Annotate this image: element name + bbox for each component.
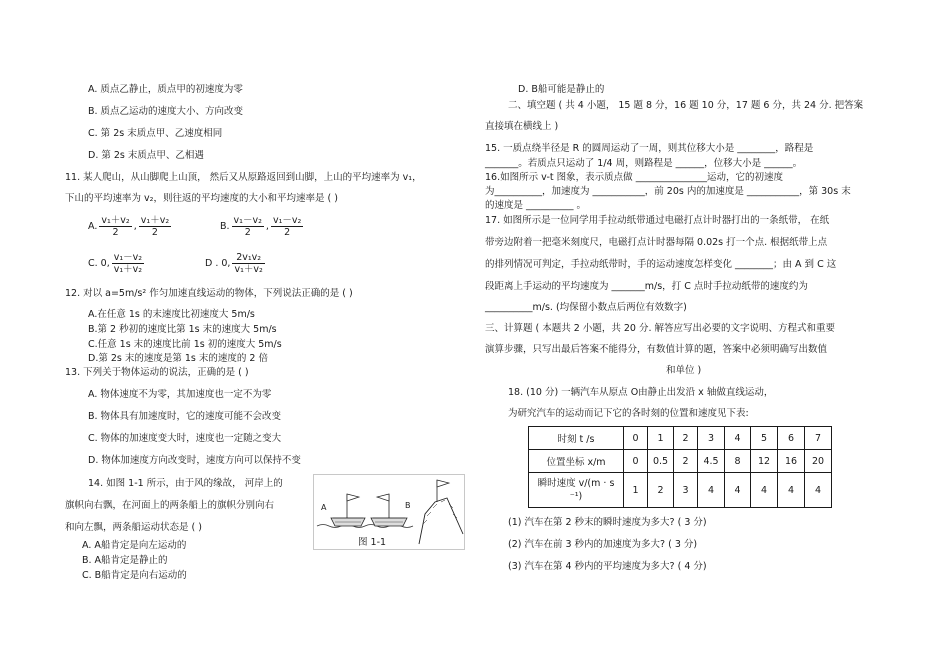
q11-option-c-label: C. 0, xyxy=(88,258,110,269)
table-cell: 3 xyxy=(674,473,698,508)
section3-heading-line2: 演算步骤，只写出最后答案不能得分，有数值计算的题，答案中必须明确写出数值 xyxy=(485,344,828,355)
q11-option-b-label: B. xyxy=(220,221,230,232)
table-cell: 20 xyxy=(805,450,832,473)
denominator: 2 xyxy=(284,227,291,238)
table-cell: 4 xyxy=(725,427,751,450)
denominator: 2 xyxy=(112,227,119,238)
numerator: v₁＋v₂ xyxy=(140,215,170,226)
table-row xyxy=(529,473,832,508)
q10-option-b: B. 质点乙运动的速度大小、方向改变 xyxy=(88,106,244,117)
q11-option-b: B. $\frac{\text{v₁－v₂}}{2}$ , $\frac{\text{v₁－v₂}}{2}$ xyxy=(220,215,302,238)
denominator: 2 xyxy=(244,227,251,238)
q14-stem-line2: 旗帜向右飘，在河面上的两条船上的旗帜分别向右 xyxy=(65,500,275,511)
q11-option-a: A. $\frac{\text{v₁＋v₂}}{2}$ , $\frac{\text{v₁＋v₂}}{2}$ xyxy=(88,215,170,238)
fraction xyxy=(232,215,264,238)
denominator: v₁＋v₂ xyxy=(113,264,143,275)
q12-option-a: A.在任意 1s 的末速度比初速度大 5m/s xyxy=(88,309,255,320)
q18-sub-2: (2) 汽车在前 3 秒内的加速度为多大? ( 3 分) xyxy=(508,539,698,550)
q12-option-d: D.第 2s 末的速度是第 1s 末的速度的 2 倍 xyxy=(88,353,268,364)
section2-heading-line1: 二、填空题 ( 共 4 小题， 15 题 8 分，16 题 10 分，17 题 6 分，共 24 分. 把答案 xyxy=(508,100,864,111)
figure-caption: 图 1-1 xyxy=(358,537,387,548)
section2-heading-line2: 直接填在横线上 ) xyxy=(485,121,559,132)
numerator: v₁－v₂ xyxy=(233,215,262,226)
table-row xyxy=(529,427,832,450)
q16-line1: 16.如图所示 v-t 图象，表示质点做 _______________运动，它的初速度 xyxy=(485,172,783,183)
fraction xyxy=(99,215,131,238)
denominator: 2 xyxy=(151,227,158,238)
section3-heading-line3: 和单位 ) xyxy=(666,365,702,376)
q17-line2: 带旁边附着一把毫米刻度尺，电磁打点计时器每隔 0.02s 打一个点. 根据纸带上点 xyxy=(485,237,828,248)
table-cell: 1 xyxy=(648,427,674,450)
fraction xyxy=(139,215,171,238)
q10-option-c: C. 第 2s 末质点甲、乙速度相同 xyxy=(88,128,223,139)
q17-line4: 段距离上手运动的平均速度为 _______m/s，打 C 点时手拉动纸带的速度约为 xyxy=(485,281,808,292)
boat-a-icon xyxy=(331,494,365,526)
numerator: 2v₁v₂ xyxy=(232,252,264,264)
q18-sub-1: (1) 汽车在第 2 秒末的瞬时速度为多大? ( 3 分) xyxy=(508,517,707,528)
q17-line5: __________m/s. (均保留小数点后两位有效数字) xyxy=(485,302,687,313)
section3-heading-line1: 三、计算题 ( 本题共 2 小题，共 20 分. 解答应写出必要的文字说明、方程式和重要 xyxy=(485,323,835,334)
q15-line2: _______。若质点只运动了 1/4 周，则路程是 ______，位移大小是 ______。 xyxy=(485,158,803,169)
q16-line2: 为__________，加速度为 ___________，前 20s 内的加速度是 ___________，第 30s 末 xyxy=(485,186,851,197)
q12-option-b: B.第 2 秒初的速度比第 1s 末的速度大 5m/s xyxy=(88,324,277,335)
table-cell: 1 xyxy=(624,473,648,508)
q12-stem: 12. 对以 a=5m/s² 作匀加速直线运动的物体，下列说法正确的是 ( ) xyxy=(65,288,353,299)
q18-sub-3: (3) 汽车在第 4 秒内的平均速度为多大? ( 4 分) xyxy=(508,561,707,572)
table-cell: 8 xyxy=(725,450,751,473)
velocity-label-line1: 瞬时速度 v/(m · s xyxy=(537,478,615,489)
q11-option-d xyxy=(205,252,267,275)
q14-stem-line3: 和向左飘，两条船运动状态是 ( ) xyxy=(65,522,202,533)
fraction xyxy=(112,252,144,275)
table-cell: 2 xyxy=(674,427,698,450)
table-header-velocity xyxy=(529,473,624,508)
q16-line3: 的速度是 __________ 。 xyxy=(485,200,587,211)
table-cell: 0 xyxy=(624,450,648,473)
q14-option-d: D. B船可能是静止的 xyxy=(518,84,605,95)
table-cell: 4 xyxy=(725,473,751,508)
table-cell: 4.5 xyxy=(698,450,725,473)
q13-option-a: A. 物体速度不为零，其加速度也一定不为零 xyxy=(88,389,272,400)
velocity-label-line2: ⁻¹) xyxy=(569,491,583,502)
q11-option-d-label: D . 0, xyxy=(205,258,231,269)
fraction xyxy=(232,252,264,275)
denominator: v₁＋v₂ xyxy=(234,264,263,275)
numerator: v₁－v₂ xyxy=(272,215,302,226)
q11-stem-line1: 11. 某人爬山，从山脚爬上山顶， 然后又从原路返回到山脚，上山的平均速率为 v₁， xyxy=(65,172,422,183)
table-cell: 2 xyxy=(648,473,674,508)
table-header-position: 位置坐标 x/m xyxy=(529,450,624,473)
boat-b-icon xyxy=(371,494,407,526)
table-cell: 4 xyxy=(698,473,725,508)
numerator: v₁－v₂ xyxy=(113,252,143,263)
table-cell: 0.5 xyxy=(648,450,674,473)
q11-stem-line2: 下山的平均速率为 v₂，则往返的平均速度的大小和平均速率是 ( ) xyxy=(65,193,338,204)
q14-stem-line1: 14. 如图 1-1 所示，由于风的缘故， 河岸上的 xyxy=(88,478,283,489)
boat-a-label: A xyxy=(321,503,327,512)
table-cell: 6 xyxy=(778,427,805,450)
q14-option-c: C. B船肯定是向右运动的 xyxy=(82,570,187,581)
table-cell: 4 xyxy=(805,473,832,508)
figure-1-1 xyxy=(313,474,465,550)
numerator: v₁＋v₂ xyxy=(101,215,130,226)
table-cell: 5 xyxy=(751,427,778,450)
table-cell: 3 xyxy=(698,427,725,450)
bank-flag-icon xyxy=(437,480,449,487)
q10-option-d: D. 第 2s 末质点甲、乙相遇 xyxy=(88,150,204,161)
table-header-time: 时刻 t /s xyxy=(529,427,624,450)
q10-option-a: A. 质点乙静止，质点甲的初速度为零 xyxy=(88,84,243,95)
table-cell: 12 xyxy=(751,450,778,473)
fraction xyxy=(271,215,303,238)
motion-data-table xyxy=(528,426,832,508)
table-cell: 2 xyxy=(674,450,698,473)
q17-line1: 17. 如图所示是一位同学用手拉动纸带通过电磁打点计时器打出的一条纸带， 在纸 xyxy=(485,215,830,226)
q17-line3: 的排列情况可判定，手拉动纸带时，手的运动速度怎样变化 ________；由 A 到 C 这 xyxy=(485,259,837,270)
table-cell: 16 xyxy=(778,450,805,473)
q13-option-b: B. 物体具有加速度时，它的速度可能不会改变 xyxy=(88,411,282,422)
q14-option-b: B. A船肯定是静止的 xyxy=(82,555,168,566)
q13-option-d: D. 物体加速度方向改变时，速度方向可以保持不变 xyxy=(88,455,301,466)
q11-option-c xyxy=(88,252,146,275)
table-cell: 0 xyxy=(624,427,648,450)
q18-line2: 为研究汽车的运动而记下它的各时刻的位置和速度见下表: xyxy=(508,408,749,419)
table-row xyxy=(529,450,832,473)
q13-option-c: C. 物体的加速度变大时，速度也一定随之变大 xyxy=(88,433,282,444)
q18-line1: 18. (10 分) 一辆汽车从原点 O由静止出发沿 x 轴做直线运动， xyxy=(508,387,774,398)
q15-line1: 15. 一质点绕半径是 R 的圆周运动了一周，则其位移大小是 ________，路程是 xyxy=(485,143,814,154)
q12-option-c: C.任意 1s 末的速度比前 1s 初的速度大 5m/s xyxy=(88,339,282,350)
q13-stem: 13. 下列关于物体运动的说法，正确的是 ( ) xyxy=(65,367,249,378)
table-cell: 7 xyxy=(805,427,832,450)
table-cell: 4 xyxy=(778,473,805,508)
table-cell: 4 xyxy=(751,473,778,508)
boat-b-label: B xyxy=(405,501,411,510)
q14-option-a: A. A船肯定是向左运动的 xyxy=(82,540,187,551)
q11-option-a-label: A. xyxy=(88,221,98,232)
